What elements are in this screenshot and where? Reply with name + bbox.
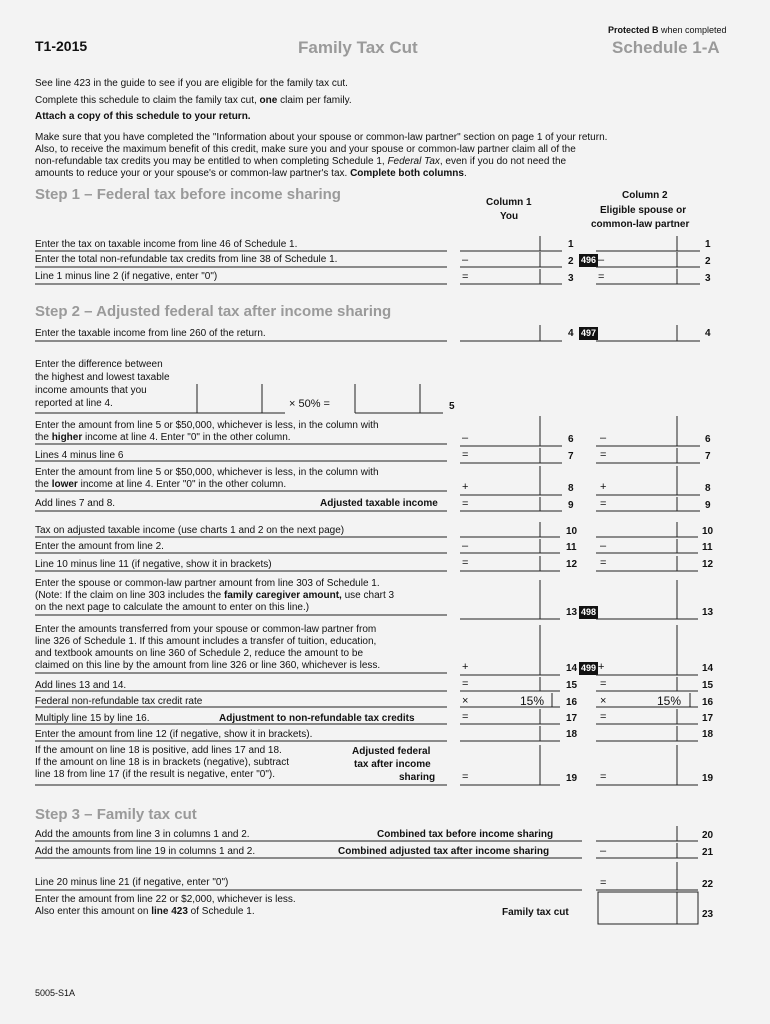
line-number: 4 (705, 328, 711, 339)
intro-info-3: non-refundable tax credits you may be entitled to when completing Schedule 1, Federal Tax, even if you do not need the (35, 156, 567, 167)
form-code: 5005-S1A (35, 988, 76, 998)
step-3-fields[interactable] (596, 826, 698, 924)
intro-eligibility: See line 423 in the guide to see if you are eligible for the family tax cut. (35, 78, 348, 89)
equals-sign: = (600, 771, 607, 783)
equals-sign: = (462, 557, 469, 569)
equals-sign: = (600, 877, 607, 889)
line-19-label-3: line 18 from line 17 (if the result is negative, enter "0"). (35, 769, 275, 780)
line-5-multiplier: × 50% = (289, 398, 330, 410)
combined-after-label: Combined adjusted tax after income sharing (338, 846, 550, 857)
adjusted-federal-label-2: tax after income (354, 759, 431, 770)
line-number: 16 (702, 697, 714, 708)
line-14-label-2: line 326 of Schedule 1. If this amount includes a transfer of tuition, education, (35, 636, 377, 647)
minus-sign: – (600, 540, 607, 552)
plus-sign: + (598, 661, 605, 673)
line-number: 3 (568, 273, 574, 284)
line-number: 17 (702, 713, 714, 724)
line-23-label-1: Enter the amount from line 22 or $2,000, whichever is less. (35, 894, 296, 905)
line-19-label-2: If the amount on line 18 is in brackets (negative), subtract (35, 757, 290, 768)
line-13-label-3: on the next page to calculate the amount to enter on this line.) (35, 602, 310, 613)
code-496-badge: 496 (581, 255, 597, 265)
line-number: 11 (702, 542, 713, 553)
line-number: 21 (702, 847, 714, 858)
minus-sign: – (462, 254, 469, 266)
line-number: 18 (566, 729, 578, 740)
step-3-heading: Step 3 – Family tax cut (35, 806, 197, 823)
equals-sign: = (600, 678, 607, 690)
line-3-label: Line 1 minus line 2 (if negative, enter "0") (35, 271, 218, 282)
line-5-label-4: reported at line 4. (35, 398, 113, 409)
line-number: 9 (568, 500, 574, 511)
code-499-badge: 499 (581, 663, 597, 673)
line-17-label: Multiply line 15 by line 16. (35, 713, 150, 724)
column-1-subheader: You (500, 211, 519, 222)
intro-info-4: amounts to reduce your or your spouse's or common-law partner's tax. Complete both columns. (35, 168, 467, 179)
equals-sign: = (462, 711, 469, 723)
line-number: 8 (568, 483, 574, 494)
equals-sign: = (600, 498, 607, 510)
line-number: 22 (702, 879, 714, 890)
line-12-label: Line 10 minus line 11 (if negative, show it in brackets) (35, 559, 272, 570)
minus-sign: – (462, 540, 469, 552)
line-number: 8 (705, 483, 711, 494)
line-10-label: Tax on adjusted taxable income (use charts 1 and 2 on the next page) (35, 525, 345, 536)
column-2-subheader-2: common-law partner (591, 219, 690, 230)
line-15-label: Add lines 13 and 14. (35, 680, 127, 691)
line-number: 14 (566, 663, 578, 674)
line-5-label-3: income amounts that you (35, 385, 147, 396)
line-number: 5 (449, 401, 455, 412)
line-number: 12 (566, 559, 578, 570)
line-14-label-3: and textbook amounts on line 360 of Schedule 2, reduce the amount to be (35, 648, 364, 659)
line-number: 12 (702, 559, 714, 570)
column-1-fields[interactable] (460, 236, 562, 785)
line-14-label-4: claimed on this line by the amount from line 326 or line 360, whichever is less. (35, 660, 381, 671)
rate-col2: 15% (657, 694, 682, 708)
line-number: 16 (566, 697, 578, 708)
line-7-label: Lines 4 minus line 6 (35, 450, 124, 461)
plus-sign: + (462, 481, 469, 493)
line-21-label: Add the amounts from line 19 in columns 1 and 2. (35, 846, 256, 857)
plus-sign: + (462, 661, 469, 673)
line-number: 9 (705, 500, 711, 511)
line-20-label: Add the amounts from line 3 in columns 1 and 2. (35, 829, 250, 840)
equals-sign: = (600, 711, 607, 723)
column-2-fields[interactable] (596, 236, 700, 785)
line-number: 3 (705, 273, 711, 284)
equals-sign: = (462, 771, 469, 783)
line-number: 10 (566, 526, 578, 537)
line-2-label: Enter the total non-refundable tax credits from line 38 of Schedule 1. (35, 254, 338, 265)
code-498-badge: 498 (581, 607, 597, 617)
line-6-label-2: the higher income at line 4. Enter "0" in the other column. (35, 432, 291, 443)
line-number: 6 (705, 434, 711, 445)
combined-before-label: Combined tax before income sharing (377, 829, 554, 840)
line-number: 4 (568, 328, 574, 339)
form-id: T1-2015 (35, 38, 88, 54)
intro-attach: Attach a copy of this schedule to your return. (35, 111, 251, 122)
column-2-subheader-1: Eligible spouse or (600, 205, 687, 216)
plus-sign: + (600, 481, 607, 493)
line-number: 15 (702, 680, 714, 691)
line-5-boxes[interactable] (197, 384, 443, 413)
line-number: 2 (705, 256, 711, 267)
adjusted-taxable-income-label: Adjusted taxable income (320, 498, 438, 509)
step-1-heading: Step 1 – Federal tax before income sharing (35, 186, 341, 203)
line-8-label-2: the lower income at line 4. Enter "0" in the other column. (35, 479, 287, 490)
line-11-label: Enter the amount from line 2. (35, 541, 164, 552)
column-1-header: Column 1 (486, 197, 532, 208)
line-13-label-2: (Note: If the claim on line 303 includes the family caregiver amount, use chart 3 (35, 590, 395, 601)
adjusted-federal-label-1: Adjusted federal (352, 746, 431, 757)
line-number: 7 (568, 451, 574, 462)
line-number: 6 (568, 434, 574, 445)
line-number: 19 (702, 773, 714, 784)
line-5-label-1: Enter the difference between (35, 359, 163, 370)
protected-label: Protected B when completed (608, 25, 727, 35)
line-14-label-1: Enter the amounts transferred from your spouse or common-law partner from (35, 624, 377, 635)
code-497-badge: 497 (581, 328, 597, 338)
equals-sign: = (462, 271, 469, 283)
adjusted-federal-label-3: sharing (399, 772, 436, 783)
line-22-label: Line 20 minus line 21 (if negative, enter "0") (35, 877, 229, 888)
line-number: 2 (568, 256, 574, 267)
line-number: 23 (702, 909, 714, 920)
page-title: Family Tax Cut (298, 38, 418, 57)
line-number: 14 (702, 663, 714, 674)
line-number: 18 (702, 729, 714, 740)
intro-info-1: Make sure that you have completed the "Information about your spouse or common-law partner" section on page 1 of your return. (35, 132, 608, 143)
minus-sign: – (600, 845, 607, 857)
line-5-label-2: the highest and lowest taxable (35, 372, 170, 383)
line-number: 17 (566, 713, 578, 724)
equals-sign: = (462, 449, 469, 461)
line-1-label: Enter the tax on taxable income from line 46 of Schedule 1. (35, 239, 298, 250)
line-18-label: Enter the amount from line 12 (if negative, show it in brackets). (35, 729, 313, 740)
times-sign: × (600, 695, 607, 707)
rate-col1: 15% (520, 694, 545, 708)
minus-sign: – (600, 432, 607, 444)
line-23-label-2: Also enter this amount on line 423 of Schedule 1. (35, 906, 255, 917)
line-9-label: Add lines 7 and 8. (35, 498, 116, 509)
intro-info-2: Also, to receive the maximum benefit of this credit, make sure you and your spouse or common-law partner claim all of the (35, 144, 576, 155)
minus-sign: – (462, 432, 469, 444)
equals-sign: = (462, 498, 469, 510)
equals-sign: = (598, 271, 605, 283)
line-number: 19 (566, 773, 578, 784)
line-number: 11 (566, 542, 577, 553)
line-number: 20 (702, 830, 714, 841)
line-number: 15 (566, 680, 578, 691)
minus-sign: – (598, 254, 605, 266)
step-2-heading: Step 2 – Adjusted federal tax after income sharing (35, 303, 392, 320)
line-13-label-1: Enter the spouse or common-law partner amount from line 303 of Schedule 1. (35, 578, 380, 589)
line-6-label-1: Enter the amount from line 5 or $50,000, whichever is less, in the column with (35, 420, 379, 431)
column-2-header: Column 2 (622, 190, 668, 201)
intro-claim: Complete this schedule to claim the family tax cut, one claim per family. (35, 95, 352, 106)
equals-sign: = (600, 449, 607, 461)
line-number: 1 (568, 239, 574, 250)
line-16-label: Federal non-refundable tax credit rate (35, 696, 203, 707)
line-number: 7 (705, 451, 711, 462)
line-number: 13 (702, 607, 714, 618)
line-number: 13 (566, 607, 578, 618)
line-number: 1 (705, 239, 711, 250)
times-sign: × (462, 695, 469, 707)
family-tax-cut-label: Family tax cut (502, 907, 569, 918)
line-4-label: Enter the taxable income from line 260 of the return. (35, 328, 266, 339)
equals-sign: = (600, 557, 607, 569)
equals-sign: = (462, 678, 469, 690)
line-8-label-1: Enter the amount from line 5 or $50,000, whichever is less, in the column with (35, 467, 379, 478)
schedule-label: Schedule 1-A (612, 38, 720, 57)
adjustment-credits-label: Adjustment to non-refundable tax credits (219, 713, 415, 724)
line-19-label-1: If the amount on line 18 is positive, add lines 17 and 18. (35, 745, 282, 756)
line-number: 10 (702, 526, 714, 537)
